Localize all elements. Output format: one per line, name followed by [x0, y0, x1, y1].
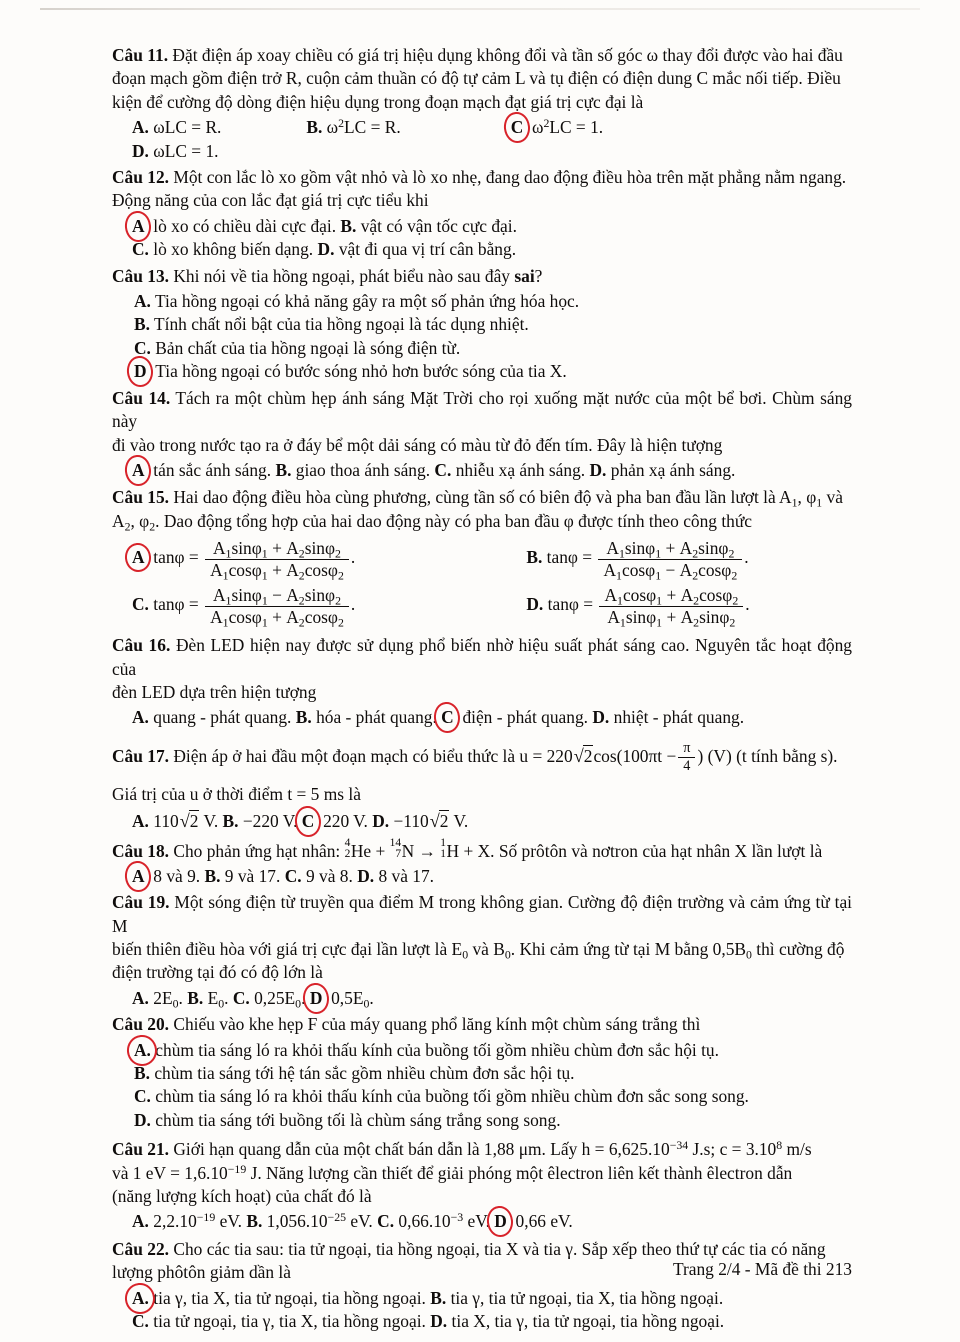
question-14-number: Câu 14.	[112, 387, 171, 408]
question-15-formula-row1	[112, 538, 852, 580]
option-15-A-fraction	[205, 538, 349, 580]
question-12-number: Câu 12.	[112, 167, 170, 188]
option-17-A-letter: A.	[132, 810, 149, 831]
option-11-A-text: ωLC = R.	[153, 117, 222, 138]
option-15-D-letter: D.	[526, 594, 544, 615]
option-15-A-letter: A	[132, 547, 145, 568]
question-17-number: Câu 17.	[112, 745, 170, 766]
question-21-stem-line3: (năng lượng kích hoạt) của chất đó là	[112, 1185, 372, 1206]
option-16-C-letter: C	[441, 706, 454, 729]
option-19-A[interactable]	[132, 987, 187, 1011]
option-15-A-period: .	[350, 547, 356, 568]
option-19-D[interactable]	[309, 987, 374, 1011]
question-19-stem-line1: Một sóng điện từ truyền qua điểm M trong không gian. Cường độ điện trường và cảm ứng từ tại M	[112, 892, 852, 936]
option-14-D[interactable]	[589, 460, 735, 480]
option-22-D[interactable]	[430, 1311, 724, 1331]
question-17-stem-post: ) (V) (t tính bằng s).	[697, 745, 838, 766]
question-18-stem-post: + X. Số prôtôn và nơtron của hạt nhân X lần lượt là	[463, 840, 823, 861]
option-16-B[interactable]	[296, 707, 441, 727]
option-14-D-text: phản xạ ánh sáng.	[610, 459, 736, 480]
option-15-D[interactable]	[526, 585, 750, 630]
option-13-B-letter: B.	[134, 314, 150, 335]
option-20-D-letter: D.	[134, 1109, 151, 1130]
question-20	[112, 1013, 852, 1036]
question-21-stem-line1: Giới hạn quang dẫn của một chất bán dẫn là 1,88 μm. Lấy $h = 6,625.10^{-34}$ J.s; $c = 3.10^8$ m/s	[173, 1138, 812, 1160]
option-19-D-text: $0,5E_0$.	[326, 987, 374, 1011]
option-15-B-lhs: tanφ =	[546, 547, 593, 568]
question-17	[112, 740, 852, 806]
option-21-B[interactable]	[246, 1211, 377, 1231]
option-15-A[interactable]	[112, 538, 522, 580]
option-16-A-text: quang - phát quang.	[153, 707, 292, 728]
option-14-B[interactable]	[275, 460, 434, 480]
question-11-stem-line1: Đặt điện áp xoay chiều có giá trị hiệu dụng không đổi và tần số góc ω thay đổi được vào hai đầu	[172, 45, 843, 65]
option-11-A[interactable]	[132, 116, 302, 139]
option-18-C-text: 9 và 8.	[305, 865, 353, 886]
he-mass-number: 4	[344, 836, 351, 849]
question-12-options	[112, 215, 852, 262]
option-19-B[interactable]	[187, 987, 233, 1011]
question-19-options	[112, 987, 852, 1010]
n-mass-number: 14	[389, 836, 402, 849]
option-14-C-text: nhiễu xạ ánh sáng.	[455, 459, 586, 480]
option-16-D-letter: D.	[592, 707, 610, 728]
h-atomic-number: 1	[440, 847, 447, 860]
question-16-options	[112, 706, 852, 729]
option-22-A-letter: A.	[132, 1287, 149, 1310]
question-13-stem-line1: Khi nói về tia hồng ngoại, phát biểu nào sau đây sai?	[173, 265, 543, 286]
option-15-A-denominator: $A_1\cos\varphi_1 + A_2\cos\varphi_2$	[205, 559, 349, 581]
question-21-options	[112, 1210, 852, 1233]
he-atomic-number: 2	[344, 847, 351, 860]
option-17-D-letter: D.	[372, 810, 390, 831]
option-22-B-text: tia γ, tia tử ngoại, tia X, tia hồng ngoại.	[450, 1287, 724, 1308]
option-11-C-letter: C	[511, 116, 524, 139]
question-19-number: Câu 19.	[112, 892, 170, 913]
option-22-C-letter: C.	[132, 1311, 149, 1332]
question-11-number: Câu 11.	[112, 45, 169, 65]
question-16-number: Câu 16.	[112, 635, 171, 656]
question-20-stem-line1: Chiếu vào khe hẹp F của máy quang phổ lăng kính một chùm sáng trắng thì	[173, 1014, 701, 1035]
question-21-stem-line2: và 1 eV = $1,6.10^{-19}$ J. Năng lượng cần thiết để giải phóng một êlectron liên kết thành êlectron dẫn	[112, 1161, 793, 1183]
four-denominator: 4	[678, 757, 695, 775]
option-14-B-letter: B.	[275, 459, 292, 480]
option-17-C-text: 220 V.	[318, 810, 368, 831]
option-11-A-letter: A.	[132, 117, 149, 138]
option-12-A[interactable]	[132, 216, 340, 236]
option-15-A-numerator: $A_1\sin\varphi_1 + A_2\sin\varphi_2$	[212, 538, 341, 561]
question-12	[112, 166, 852, 213]
option-18-B-text: 9 và 17.	[224, 865, 281, 886]
question-13-bold-sai: sai	[514, 265, 535, 286]
option-14-C[interactable]	[434, 460, 589, 480]
option-16-A-letter: A.	[132, 707, 149, 728]
option-12-D-letter: D.	[317, 239, 335, 260]
option-20-D-text: chùm tia sáng tới buồng tối là chùm sáng trắng song song.	[155, 1109, 561, 1130]
option-22-C[interactable]	[132, 1311, 430, 1331]
option-20-C-text: chùm tia sáng ló ra khỏi thấu kính của buồng tối gồm nhiều chùm đơn sắc song song.	[155, 1086, 749, 1107]
question-14	[112, 387, 852, 457]
option-13-A-text: Tia hồng ngoại có khả năng gây ra một số phản ứng hóa học.	[154, 291, 580, 312]
option-15-A-lhs: tanφ =	[148, 547, 199, 568]
option-21-C-letter: C.	[377, 1211, 395, 1232]
question-21	[112, 1138, 852, 1208]
nuclide-nitrogen-14	[390, 838, 415, 863]
question-17-options	[112, 809, 852, 834]
option-11-B-text: $\omega^2LC = R$.	[326, 116, 401, 138]
question-14-stem-line2: đi vào trong nước tạo ra ở đáy bể một dải sáng có màu từ đỏ đến tím. Đây là hiện tượng	[112, 434, 723, 455]
option-18-A-letter: A	[132, 865, 145, 888]
option-20-B-text: chùm tia sáng tới hệ tán sắc gồm nhiều chùm đơn sắc hội tụ.	[154, 1062, 575, 1083]
option-12-C[interactable]	[132, 239, 318, 259]
question-18: Câu 18. Cho phản ứng hạt nhân: 4 2 He + 14 7 N → 1 1 H + X. Số prôtôn và nơtron của hạt nhân X lần lượt là	[112, 838, 852, 863]
option-15-D-lhs: tanφ =	[547, 594, 594, 615]
option-19-C-letter: C.	[232, 987, 250, 1008]
option-17-B-letter: B.	[222, 810, 239, 831]
question-19-stem-line2: biến thiên điều hòa với giá trị cực đại lần lượt là $E_0$ và $B_0$. Khi cảm ứng từ tại M bằng $0,5B_0$ thì cường độ	[112, 938, 845, 962]
option-22-C-text: tia tử ngoại, tia γ, tia X, tia hồng ngoại.	[153, 1311, 426, 1332]
option-15-B[interactable]	[526, 538, 748, 580]
option-12-C-letter: C.	[132, 239, 149, 260]
sqrt-2-symbol: √2	[573, 745, 593, 766]
option-14-C-letter: C.	[434, 459, 452, 480]
question-15-stem-line2: $A_2$, $\varphi_2$. Dao động tổng hợp của hai dao động này có pha ban đầu φ được tính theo công thức	[112, 510, 753, 534]
option-21-C-text: $0,66.10^{-3}$ eV.	[398, 1210, 490, 1232]
option-17-A-text: 110√2 V.	[153, 810, 219, 831]
option-21-A[interactable]	[132, 1211, 246, 1231]
option-13-B[interactable]	[134, 313, 852, 336]
option-19-A-text: $2E_0$.	[153, 987, 183, 1011]
question-15-formula-options	[112, 538, 852, 630]
option-13-A-letter: A.	[134, 291, 151, 312]
option-19-C[interactable]	[232, 987, 310, 1011]
question-14-options	[112, 459, 852, 482]
question-11-stem-line3: kiện để cường độ dòng điện hiệu dụng trong đoạn mạch đạt giá trị cực đại là	[112, 91, 644, 112]
question-17-stem-mid: cos(100πt −	[593, 745, 677, 766]
question-11-stem-line2: đoạn mạch gồm điện trở R, cuộn cảm thuần có độ tự cảm L và tụ điện có điện dung C mắc nối tiếp. Điều	[112, 68, 841, 89]
question-11-options	[112, 116, 852, 163]
option-14-A-letter: A	[132, 459, 145, 482]
option-15-D-fraction	[599, 585, 743, 630]
option-14-D-letter: D.	[589, 459, 607, 480]
h-symbol: H	[446, 840, 460, 861]
option-11-C[interactable]	[511, 116, 711, 139]
option-16-D-text: nhiệt - phát quang.	[613, 707, 745, 728]
option-20-C-letter: C.	[134, 1086, 151, 1107]
option-17-D-text: −110√2 V.	[393, 810, 469, 831]
option-15-B-period: .	[744, 547, 749, 568]
option-13-C-letter: C.	[134, 337, 151, 358]
n-symbol: N	[401, 840, 415, 861]
option-16-B-letter: B.	[295, 707, 312, 728]
option-15-D-denominator: $A_1\sin\varphi_1 + A_2\sin\varphi_2$	[599, 606, 743, 628]
page-footer: Trang 2/4 - Mã đề thi 213	[672, 1259, 852, 1279]
option-12-B-letter: B.	[340, 215, 357, 236]
option-12-D[interactable]	[318, 239, 517, 259]
question-16-stem-line2: đèn LED dựa trên hiện tượng	[112, 682, 317, 703]
question-11	[112, 44, 852, 114]
question-17-stem-pre: Điện áp ở hai đầu một đoạn mạch có biểu thức là u = 220	[173, 745, 573, 766]
he-symbol: He	[350, 840, 372, 861]
option-13-D[interactable]	[134, 360, 852, 383]
option-16-A[interactable]	[132, 707, 296, 727]
question-15-number: Câu 15.	[112, 487, 170, 508]
question-16	[112, 634, 852, 704]
question-15-formula-row2	[112, 585, 852, 630]
option-15-C-period: .	[350, 594, 356, 615]
option-22-A-text: tia γ, tia X, tia tử ngoại, tia hồng ngoại.	[153, 1287, 426, 1308]
option-16-C-text: điện - phát quang.	[458, 707, 589, 728]
option-19-A-letter: A.	[132, 987, 149, 1008]
exam-content	[112, 44, 852, 1333]
option-11-D-letter: D.	[132, 140, 149, 161]
option-19-C-text: $0,25E_0$.	[254, 987, 306, 1011]
option-18-A[interactable]	[132, 866, 204, 886]
option-15-B-denominator: $A_1\cos\varphi_1 - A_2\cos\varphi_2$	[598, 559, 742, 581]
question-14-stem-line1: Tách ra một chùm hẹp ánh sáng Mặt Trời cho rọi xuống mặt nước của một bể bơi. Chùm sáng này	[112, 387, 852, 432]
option-14-B-text: giao thoa ánh sáng.	[295, 459, 431, 480]
question-15	[112, 486, 852, 533]
question-19	[112, 891, 852, 985]
option-11-D-text: ωLC = 1.	[153, 140, 219, 161]
option-21-C[interactable]	[377, 1211, 494, 1231]
option-18-B[interactable]	[204, 866, 284, 886]
question-20-options	[112, 1039, 852, 1133]
option-15-D-numerator: $A_1\cos\varphi_1 + A_2\cos\varphi_2$	[604, 585, 739, 608]
option-12-C-text: lò xo không biến dạng.	[153, 239, 314, 260]
nuclide-hydrogen-1	[440, 838, 459, 863]
option-15-B-letter: B.	[526, 547, 543, 568]
scan-edge-line	[40, 8, 920, 10]
option-21-D-letter: D	[494, 1210, 507, 1233]
option-17-A[interactable]	[132, 811, 223, 831]
option-22-D-text: tia X, tia γ, tia tử ngoại, tia hồng ngoại.	[451, 1311, 725, 1332]
option-19-B-text: $E_0$.	[207, 987, 229, 1011]
question-13-options	[112, 290, 852, 384]
question-21-number: Câu 21.	[112, 1139, 170, 1160]
question-22-options-row2	[132, 1310, 852, 1333]
question-22-stem-line1: Cho các tia sau: tia tử ngoại, tia hồng ngoại, tia X và tia γ. Sắp xếp theo thứ tự các tia có năng	[173, 1238, 826, 1259]
option-15-C-denominator: $A_1\cos\varphi_1 + A_2\cos\varphi_2$	[205, 606, 349, 628]
option-19-B-letter: B.	[187, 987, 204, 1008]
option-15-C-fraction	[205, 585, 349, 630]
question-15-stem-line1: Hai dao động điều hòa cùng phương, cùng tần số có biên độ và pha ban đầu lần lượt là $A_1$, $\varphi_1$ và	[173, 487, 843, 510]
h-mass-number: 1	[440, 836, 447, 849]
pi-numerator: π	[683, 739, 691, 756]
option-13-A[interactable]	[134, 290, 852, 313]
option-18-B-letter: B.	[204, 865, 221, 886]
option-12-B[interactable]	[340, 216, 517, 236]
option-15-C-letter: C.	[132, 594, 149, 615]
option-18-D-letter: D.	[357, 865, 375, 886]
option-21-D[interactable]	[494, 1211, 572, 1231]
option-15-C[interactable]	[112, 585, 522, 630]
option-15-C-lhs: tanφ =	[153, 594, 199, 615]
option-17-D[interactable]	[372, 811, 468, 831]
option-18-C[interactable]	[285, 866, 358, 886]
question-12-stem-line1: Một con lắc lò xo gồm vật nhỏ và lò xo nhẹ, đang dao động điều hòa trên mặt phẳng nằm ngang.	[173, 167, 847, 188]
option-20-A-text: chùm tia sáng ló ra khỏi thấu kính của buồng tối gồm nhiều chùm đơn sắc hội tụ.	[155, 1039, 719, 1060]
option-13-D-letter: D	[134, 360, 147, 383]
question-18-number: Câu 18.	[112, 840, 170, 861]
question-17-stem-line2: Giá trị của u ở thời điểm t = 5 ms là	[112, 783, 361, 804]
option-21-D-text: 0,66 eV.	[511, 1211, 573, 1232]
option-18-A-text: 8 và 9.	[148, 865, 201, 886]
option-21-A-letter: A.	[132, 1211, 149, 1232]
option-20-C[interactable]	[134, 1085, 852, 1108]
option-13-C-text: Bản chất của tia hồng ngoại là sóng điện từ.	[155, 337, 461, 358]
option-20-D[interactable]	[134, 1109, 852, 1132]
question-12-stem-line2: Động năng của con lắc đạt giá trị cực tiểu khi	[112, 190, 429, 211]
option-20-B[interactable]	[134, 1062, 852, 1085]
option-16-B-text: hóa - phát quang.	[316, 707, 437, 728]
question-18-options	[112, 865, 852, 888]
option-14-A-text: tán sắc ánh sáng.	[148, 459, 272, 480]
option-16-C[interactable]	[441, 707, 592, 727]
option-11-D[interactable]	[132, 140, 282, 163]
option-22-B[interactable]	[430, 1288, 723, 1308]
question-22-options	[112, 1287, 852, 1334]
option-20-A-letter: A.	[134, 1039, 151, 1062]
question-20-number: Câu 20.	[112, 1014, 170, 1035]
option-15-B-fraction	[598, 538, 742, 580]
option-11-B[interactable]	[306, 116, 506, 139]
option-11-C-text: $\omega^2LC = 1$.	[527, 116, 604, 138]
question-22-stem-line2: lượng phôtôn giảm dần là	[112, 1262, 291, 1283]
question-19-stem-line3: điện trường tại đó có độ lớn là	[112, 962, 323, 983]
option-12-B-text: vật có vận tốc cực đại.	[360, 215, 517, 236]
option-18-C-letter: C.	[284, 865, 302, 886]
question-13-number: Câu 13.	[112, 265, 170, 286]
question-17-pi-over-4	[678, 740, 695, 775]
n-atomic-number: 7	[395, 847, 402, 860]
option-22-A[interactable]	[132, 1288, 430, 1308]
option-17-C-letter: C	[302, 810, 315, 833]
option-14-A[interactable]	[132, 460, 275, 480]
option-22-D-letter: D.	[430, 1311, 448, 1332]
option-18-D[interactable]	[357, 866, 434, 886]
option-17-B[interactable]	[223, 811, 302, 831]
option-18-D-text: 8 và 17.	[378, 865, 435, 886]
option-12-D-text: vật đi qua vị trí cân bằng.	[338, 239, 517, 260]
option-16-D[interactable]	[592, 707, 744, 727]
option-17-C[interactable]	[302, 811, 372, 831]
option-20-A[interactable]	[134, 1039, 852, 1062]
option-13-C[interactable]	[134, 337, 852, 360]
option-15-C-numerator: $A_1\sin\varphi_1 - A_2\sin\varphi_2$	[212, 585, 341, 608]
option-15-B-numerator: $A_1\sin\varphi_1 + A_2\sin\varphi_2$	[606, 538, 735, 561]
option-19-D-letter: D	[310, 987, 323, 1010]
option-12-A-text: lò xo có chiều dài cực đại.	[148, 215, 337, 236]
option-21-B-letter: B.	[246, 1211, 263, 1232]
question-16-stem-line1: Đèn LED hiện nay được sử dụng phổ biến nhờ hiệu suất phát sáng cao. Nguyên tắc hoạt động của	[112, 635, 853, 679]
question-22-number: Câu 22.	[112, 1238, 170, 1259]
option-12-A-letter: A	[132, 215, 145, 238]
option-11-B-letter: B.	[306, 117, 323, 138]
question-12-options-row2	[132, 238, 852, 261]
option-20-B-letter: B.	[134, 1062, 150, 1083]
option-17-B-text: −220 V.	[242, 810, 298, 831]
question-18-stem-pre: Cho phản ứng hạt nhân:	[173, 840, 341, 861]
option-13-B-text: Tính chất nổi bật của tia hồng ngoại là tác dụng nhiệt.	[154, 314, 529, 335]
question-13	[112, 265, 852, 288]
option-21-A-text: $2,2.10^{-19}$ eV.	[153, 1210, 242, 1232]
nuclide-helium-4	[345, 838, 372, 863]
option-13-D-text: Tia hồng ngoại có bước sóng nhỏ hơn bước sóng của tia X.	[150, 361, 567, 382]
option-15-D-period: .	[745, 594, 750, 615]
option-21-B-text: $1,056.10^{-25}$ eV.	[266, 1210, 373, 1232]
option-22-B-letter: B.	[430, 1287, 447, 1308]
